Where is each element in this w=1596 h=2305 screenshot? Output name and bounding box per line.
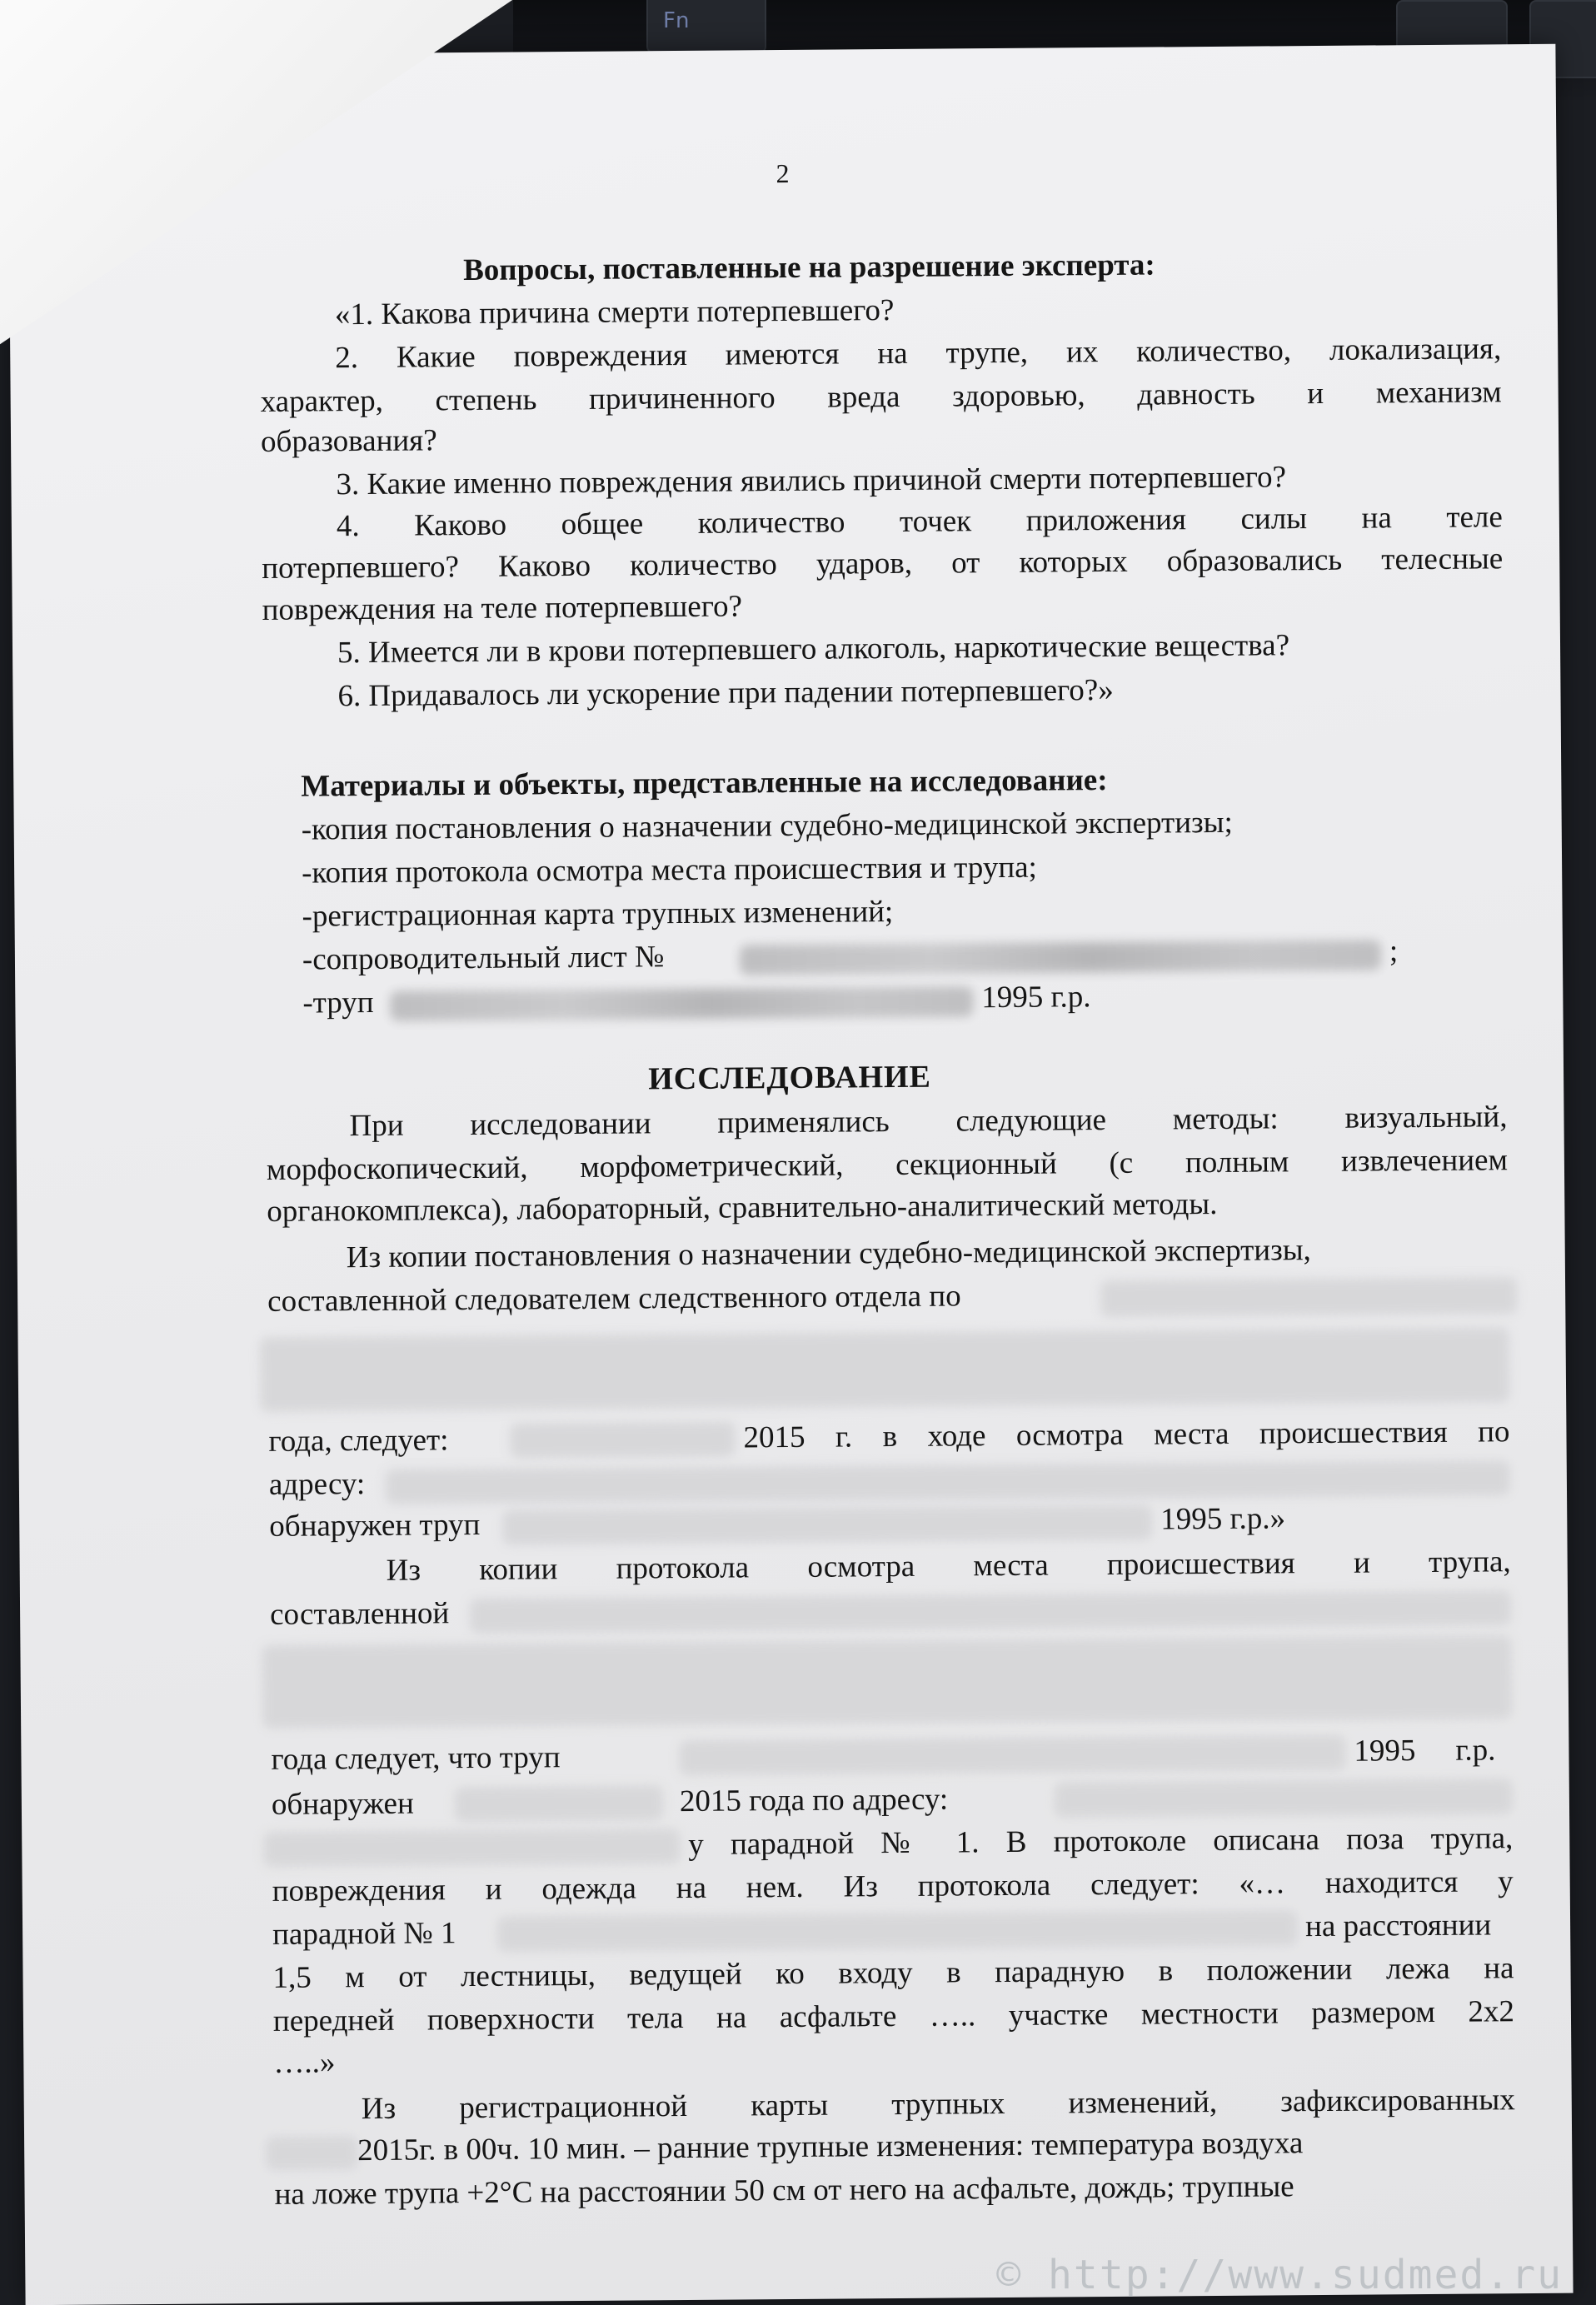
- redacted-block: [510, 1422, 735, 1459]
- research-paragraph-line: составленной: [269, 1596, 450, 1632]
- research-paragraph-line: …..»: [273, 2045, 336, 2080]
- research-paragraph-line: 1995 г.р.»: [1160, 1501, 1286, 1537]
- page-number: 2: [776, 157, 790, 189]
- research-paragraph-line: Из копии протокола осмотра места происшествия и трупа,: [386, 1544, 1511, 1588]
- materials-item: -регистрационная карта трупных изменений;: [302, 895, 894, 934]
- research-paragraph-line: обнаружен: [271, 1786, 414, 1822]
- questions-heading: Вопросы, поставленные на разрешение эксперта:: [462, 247, 1155, 288]
- research-paragraph-line: 1,5 м от лестницы, ведущей ко входу в парадную в положении лежа на: [272, 1951, 1514, 1995]
- materials-item: -копия протокола осмотра места происшествия и трупа;: [301, 850, 1038, 891]
- research-paragraph-line: 2015г. в 00ч. 10 мин. – ранние трупные изменения: температура воздуха: [357, 2126, 1304, 2168]
- materials-item-tail: ;: [1389, 934, 1399, 969]
- research-paragraph-line: органокомплекса), лабораторный, сравнительно-аналитический методы.: [267, 1186, 1218, 1229]
- research-paragraph-line: 1995: [1354, 1734, 1416, 1769]
- question-line: 4. Каково общее количество точек приложения силы на теле: [336, 500, 1503, 544]
- research-paragraph-line: на ложе трупа +2°С на расстоянии 50 см от него на асфальте, дождь; трупные: [274, 2169, 1294, 2212]
- materials-item: -труп: [302, 985, 374, 1020]
- question-line: 3. Какие именно повреждения явились причиной смерти потерпевшего?: [336, 460, 1287, 502]
- redacted-block: [470, 1590, 1511, 1634]
- research-paragraph-line: Из регистрационной карты трупных изменений, зафиксированных: [361, 2083, 1515, 2127]
- redacted-block: [740, 940, 1381, 975]
- question-line: характер, степень причиненного вреда здоровью, давность и механизм: [260, 375, 1502, 419]
- research-heading: ИССЛЕДОВАНИЕ: [648, 1059, 932, 1097]
- research-paragraph-line: морфоскопический, морфометрический, секционный (с полным извлечением: [266, 1143, 1509, 1187]
- research-paragraph-line: повреждения и одежда на нем. Из протокола следует: «… находится у: [272, 1864, 1514, 1908]
- research-paragraph-line: парадной № 1: [272, 1916, 456, 1952]
- materials-heading: Материалы и объекты, представленные на исследование:: [301, 762, 1108, 804]
- redacted-block: [679, 1735, 1345, 1775]
- question-line: 5. Имеется ли в крови потерпевшего алкоголь, наркотические вещества?: [337, 628, 1290, 671]
- redacted-block: [1055, 1779, 1513, 1817]
- materials-item-tail: 1995 г.р.: [981, 980, 1091, 1015]
- question-line: 2. Какие повреждения имеются на трупе, их количество, локализация,: [335, 332, 1502, 376]
- research-paragraph-line: у парадной № 1. В протоколе описана поза трупа,: [688, 1821, 1514, 1862]
- redacted-block: [1100, 1277, 1517, 1317]
- redacted-block: [262, 1635, 1512, 1729]
- question-line: образования?: [260, 423, 437, 459]
- redacted-block: [502, 1505, 1152, 1545]
- fn-key-label: Fn: [663, 8, 690, 33]
- materials-item: -копия постановления о назначении судебно-медицинской экспертизы;: [301, 805, 1233, 847]
- research-paragraph-line: При исследовании применялись следующие методы: визуальный,: [349, 1100, 1508, 1144]
- research-paragraph-line: адресу:: [268, 1467, 366, 1502]
- research-paragraph-line: года следует, что труп: [271, 1740, 561, 1777]
- research-paragraph-line: передней поверхности тела на асфальте ….. участке местности размером 2х2: [272, 1994, 1515, 2038]
- research-paragraph-line: Из копии постановления о назначении судебно-медицинской экспертизы,: [346, 1233, 1312, 1275]
- redacted-block: [260, 1327, 1510, 1412]
- question-line: потерпевшего? Каково количество ударов, от которых образовались телесные: [262, 541, 1504, 586]
- redacted-block: [390, 986, 973, 1020]
- research-paragraph-line: г.р.: [1455, 1733, 1496, 1768]
- research-paragraph-line: на расстоянии: [1304, 1908, 1492, 1944]
- redacted-block: [263, 1829, 680, 1867]
- redacted-block: [266, 2136, 357, 2170]
- question-line: 6. Придавалось ли ускорение при падении потерпевшего?»: [337, 672, 1114, 714]
- research-paragraph-line: составленной следователем следственного отдела по: [267, 1279, 961, 1319]
- redacted-block: [386, 1460, 1510, 1504]
- research-paragraph-line: года, следует:: [268, 1423, 449, 1459]
- research-paragraph-line: 2015 г. в ходе осмотра места происшествия по: [743, 1414, 1510, 1455]
- redacted-block: [455, 1785, 663, 1822]
- research-paragraph-line: 2015 года по адресу:: [679, 1782, 949, 1819]
- redacted-block: [497, 1910, 1297, 1952]
- document-page: [7, 44, 1573, 2305]
- question-line: повреждения на теле потерпевшего?: [262, 589, 743, 627]
- materials-item: -сопроводительный лист №: [302, 940, 665, 977]
- watermark: © http://www.sudmed.ru: [996, 2252, 1563, 2298]
- research-paragraph-line: обнаружен труп: [269, 1507, 481, 1544]
- question-line: «1. Какова причина смерти потерпевшего?: [334, 292, 895, 332]
